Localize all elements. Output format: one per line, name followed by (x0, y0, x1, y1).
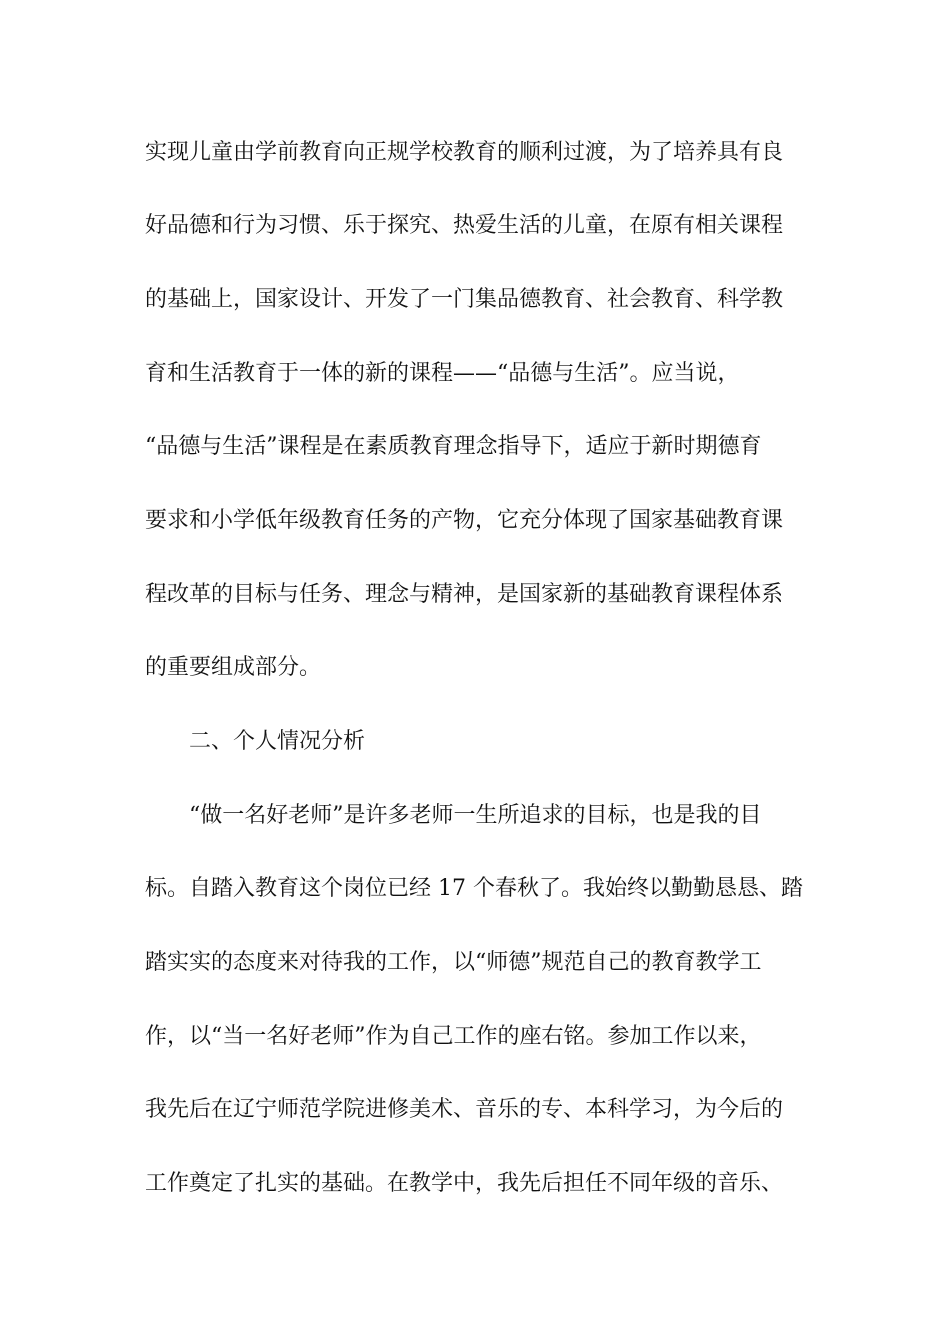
paragraph-line: 的重要组成部分。 (145, 655, 322, 680)
paragraph-line: 程改革的目标与任务、理念与精神，是国家新的基础教育课程体系 (145, 582, 784, 607)
paragraph-line: “做一名好老师”是许多老师一生所追求的目标，也是我的目 (189, 803, 762, 828)
paragraph-line: “品德与生活”课程是在素质教育理念指导下，适应于新时期德育 (145, 434, 762, 459)
paragraph-line: 作，以“当一名好老师”作为自己工作的座右铭。参加工作以来， (145, 1024, 762, 1049)
paragraph-line: 要求和小学低年级教育任务的产物，它充分体现了国家基础教育课 (145, 508, 784, 533)
paragraph-line: 工作奠定了扎实的基础。在教学中，我先后担任不同年级的音乐、 (145, 1171, 784, 1196)
paragraph-line: 好品德和行为习惯、乐于探究、热爱生活的儿童，在原有相关课程 (145, 213, 784, 238)
paragraph-line: 育和生活教育于一体的新的课程——“品德与生活”。应当说， (145, 361, 740, 386)
paragraph-line: 我先后在辽宁师范学院进修美术、音乐的专、本科学习，为今后的 (145, 1097, 784, 1122)
paragraph-line: 实现儿童由学前教育向正规学校教育的顺利过渡，为了培养具有良 (145, 140, 784, 165)
paragraph-line: 标。自踏入教育这个岗位已经 17 个春秋了。我始终以勤勤恳恳、踏 (145, 876, 803, 901)
paragraph-line: 的基础上，国家设计、开发了一门集品德教育、社会教育、科学教 (145, 287, 784, 312)
paragraph-line: 踏实实的态度来对待我的工作，以“师德”规范自己的教育教学工 (145, 950, 762, 975)
section-heading: 二、个人情况分析 (189, 729, 366, 754)
